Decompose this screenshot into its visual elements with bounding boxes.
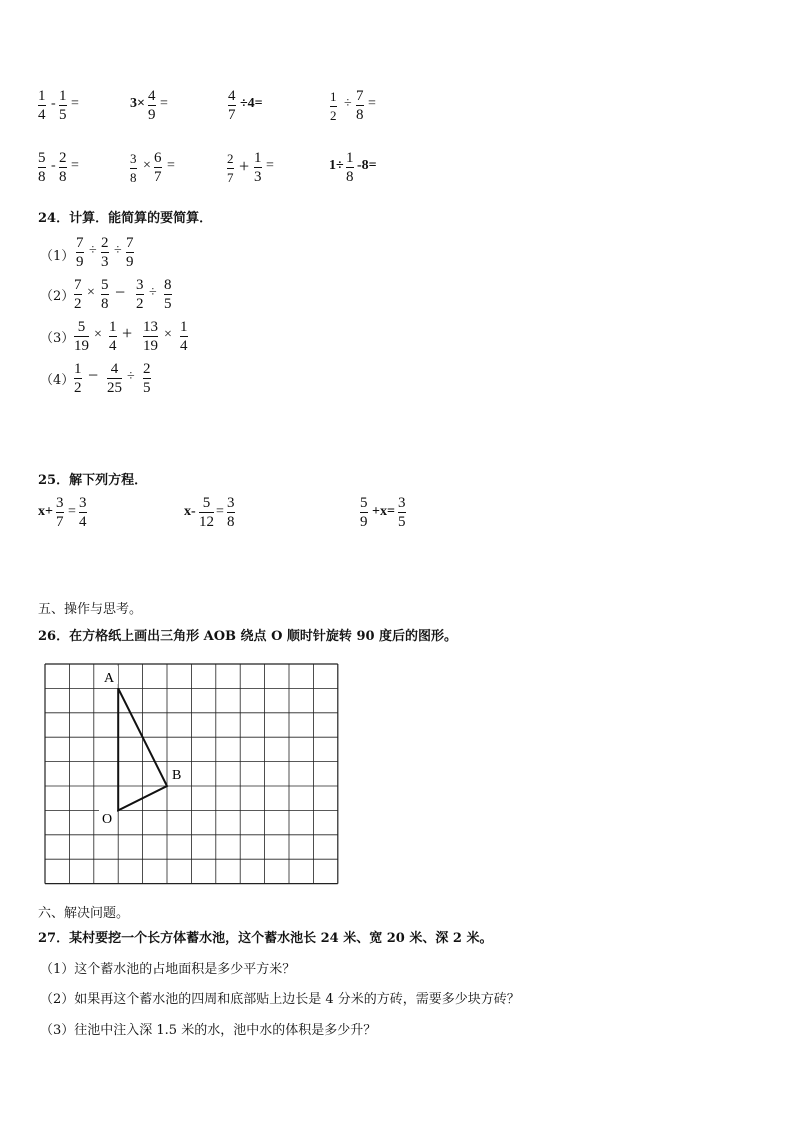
operator: + — [122, 323, 133, 343]
fraction: 7 9 — [126, 235, 134, 270]
part-label: （3） — [40, 331, 75, 346]
prefix: 1÷ — [329, 158, 344, 173]
operator: ÷ — [114, 243, 122, 258]
operator: − — [88, 365, 99, 385]
fraction: 1 4 — [180, 319, 188, 354]
operator: ÷ — [149, 285, 157, 300]
part-label: （1） — [40, 249, 75, 264]
operator: - — [51, 96, 56, 111]
operator: × — [94, 327, 102, 342]
fraction: 4 25 — [107, 361, 122, 396]
fraction: 4 7 — [228, 88, 236, 123]
operator: - — [51, 158, 56, 173]
fraction: 5 19 — [74, 319, 89, 354]
q25-title: 25．解下列方程． — [38, 473, 148, 488]
q27-part1: （1）这个蓄水池的占地面积是多少平方米？ — [40, 962, 296, 977]
fraction: 5 8 — [101, 277, 109, 312]
q26-title: 26．在方格纸上画出三角形 AOB 绕点 O 顺时针旋转 90 度后的图形。 — [38, 629, 458, 644]
section6-title: 六、解决问题。 — [38, 906, 130, 921]
grid-lines — [45, 664, 338, 884]
fraction: 3 8 — [227, 495, 235, 530]
prefix: x- — [184, 504, 196, 519]
fraction: 5 12 — [199, 495, 214, 530]
equals: = — [266, 158, 274, 173]
fraction: 1 3 — [254, 150, 262, 185]
fraction: 1 5 — [59, 88, 67, 123]
equals: +x= — [372, 504, 395, 519]
equals: = — [68, 504, 76, 519]
operator: + — [239, 156, 250, 176]
operator: × — [87, 285, 95, 300]
equals: = — [71, 96, 79, 111]
q27-part2: （2）如果再这个蓄水池的四周和底部贴上边长是 4 分米的方砖，需要多少块方砖？ — [40, 992, 520, 1007]
fraction: 4 9 — [148, 88, 156, 123]
fraction: 3 4 — [79, 495, 87, 530]
fraction: 1 2 — [330, 89, 337, 123]
fraction: 3 8 — [130, 151, 137, 185]
suffix: -8= — [357, 158, 377, 173]
fraction: 8 5 — [164, 277, 172, 312]
section5-title: 五、操作与思考。 — [38, 602, 143, 617]
operator: ÷ — [344, 96, 352, 111]
fraction: 7 8 — [356, 88, 364, 123]
fraction: 5 8 — [38, 150, 46, 185]
operator: ÷ — [127, 369, 135, 384]
operator: × — [143, 158, 151, 173]
fraction: 1 4 — [109, 319, 117, 354]
fraction: 13 19 — [143, 319, 158, 354]
operator: × — [164, 327, 172, 342]
fraction: 2 7 — [227, 151, 234, 185]
equals: = — [167, 158, 175, 173]
q24-title: 24．计算．能简算的要简算． — [38, 211, 213, 226]
prefix: 3× — [130, 96, 145, 111]
fraction: 2 8 — [59, 150, 67, 185]
suffix: ÷4= — [240, 96, 263, 111]
fraction: 2 3 — [101, 235, 109, 270]
part-label: （4） — [40, 373, 75, 388]
fraction: 7 2 — [74, 277, 82, 312]
fraction: 3 7 — [56, 495, 64, 530]
fraction: 6 7 — [154, 150, 162, 185]
q27-part3: （3）往池中注入深 1.5 米的水，池中水的体积是多少升？ — [40, 1023, 377, 1038]
fraction: 1 4 — [38, 88, 46, 123]
label-a: A — [104, 671, 115, 686]
fraction: 1 2 — [74, 361, 82, 396]
equals: = — [368, 96, 376, 111]
fraction: 5 9 — [360, 495, 368, 530]
fraction: 3 2 — [136, 277, 144, 312]
label-o: O — [102, 812, 113, 827]
equals: = — [71, 158, 79, 173]
rotation-grid — [40, 660, 342, 886]
fraction: 7 9 — [76, 235, 84, 270]
operator: ÷ — [89, 243, 97, 258]
label-b: B — [172, 768, 182, 783]
equals: = — [216, 504, 224, 519]
q27-title: 27．某村要挖一个长方体蓄水池，这个蓄水池长 24 米、宽 20 米、深 2 米。 — [38, 931, 493, 946]
fraction: 3 5 — [398, 495, 406, 530]
equals: = — [160, 96, 168, 111]
operator: − — [115, 282, 126, 302]
part-label: （2） — [40, 289, 75, 304]
prefix: x+ — [38, 504, 53, 519]
fraction: 1 8 — [346, 150, 354, 185]
fraction: 2 5 — [143, 361, 151, 396]
